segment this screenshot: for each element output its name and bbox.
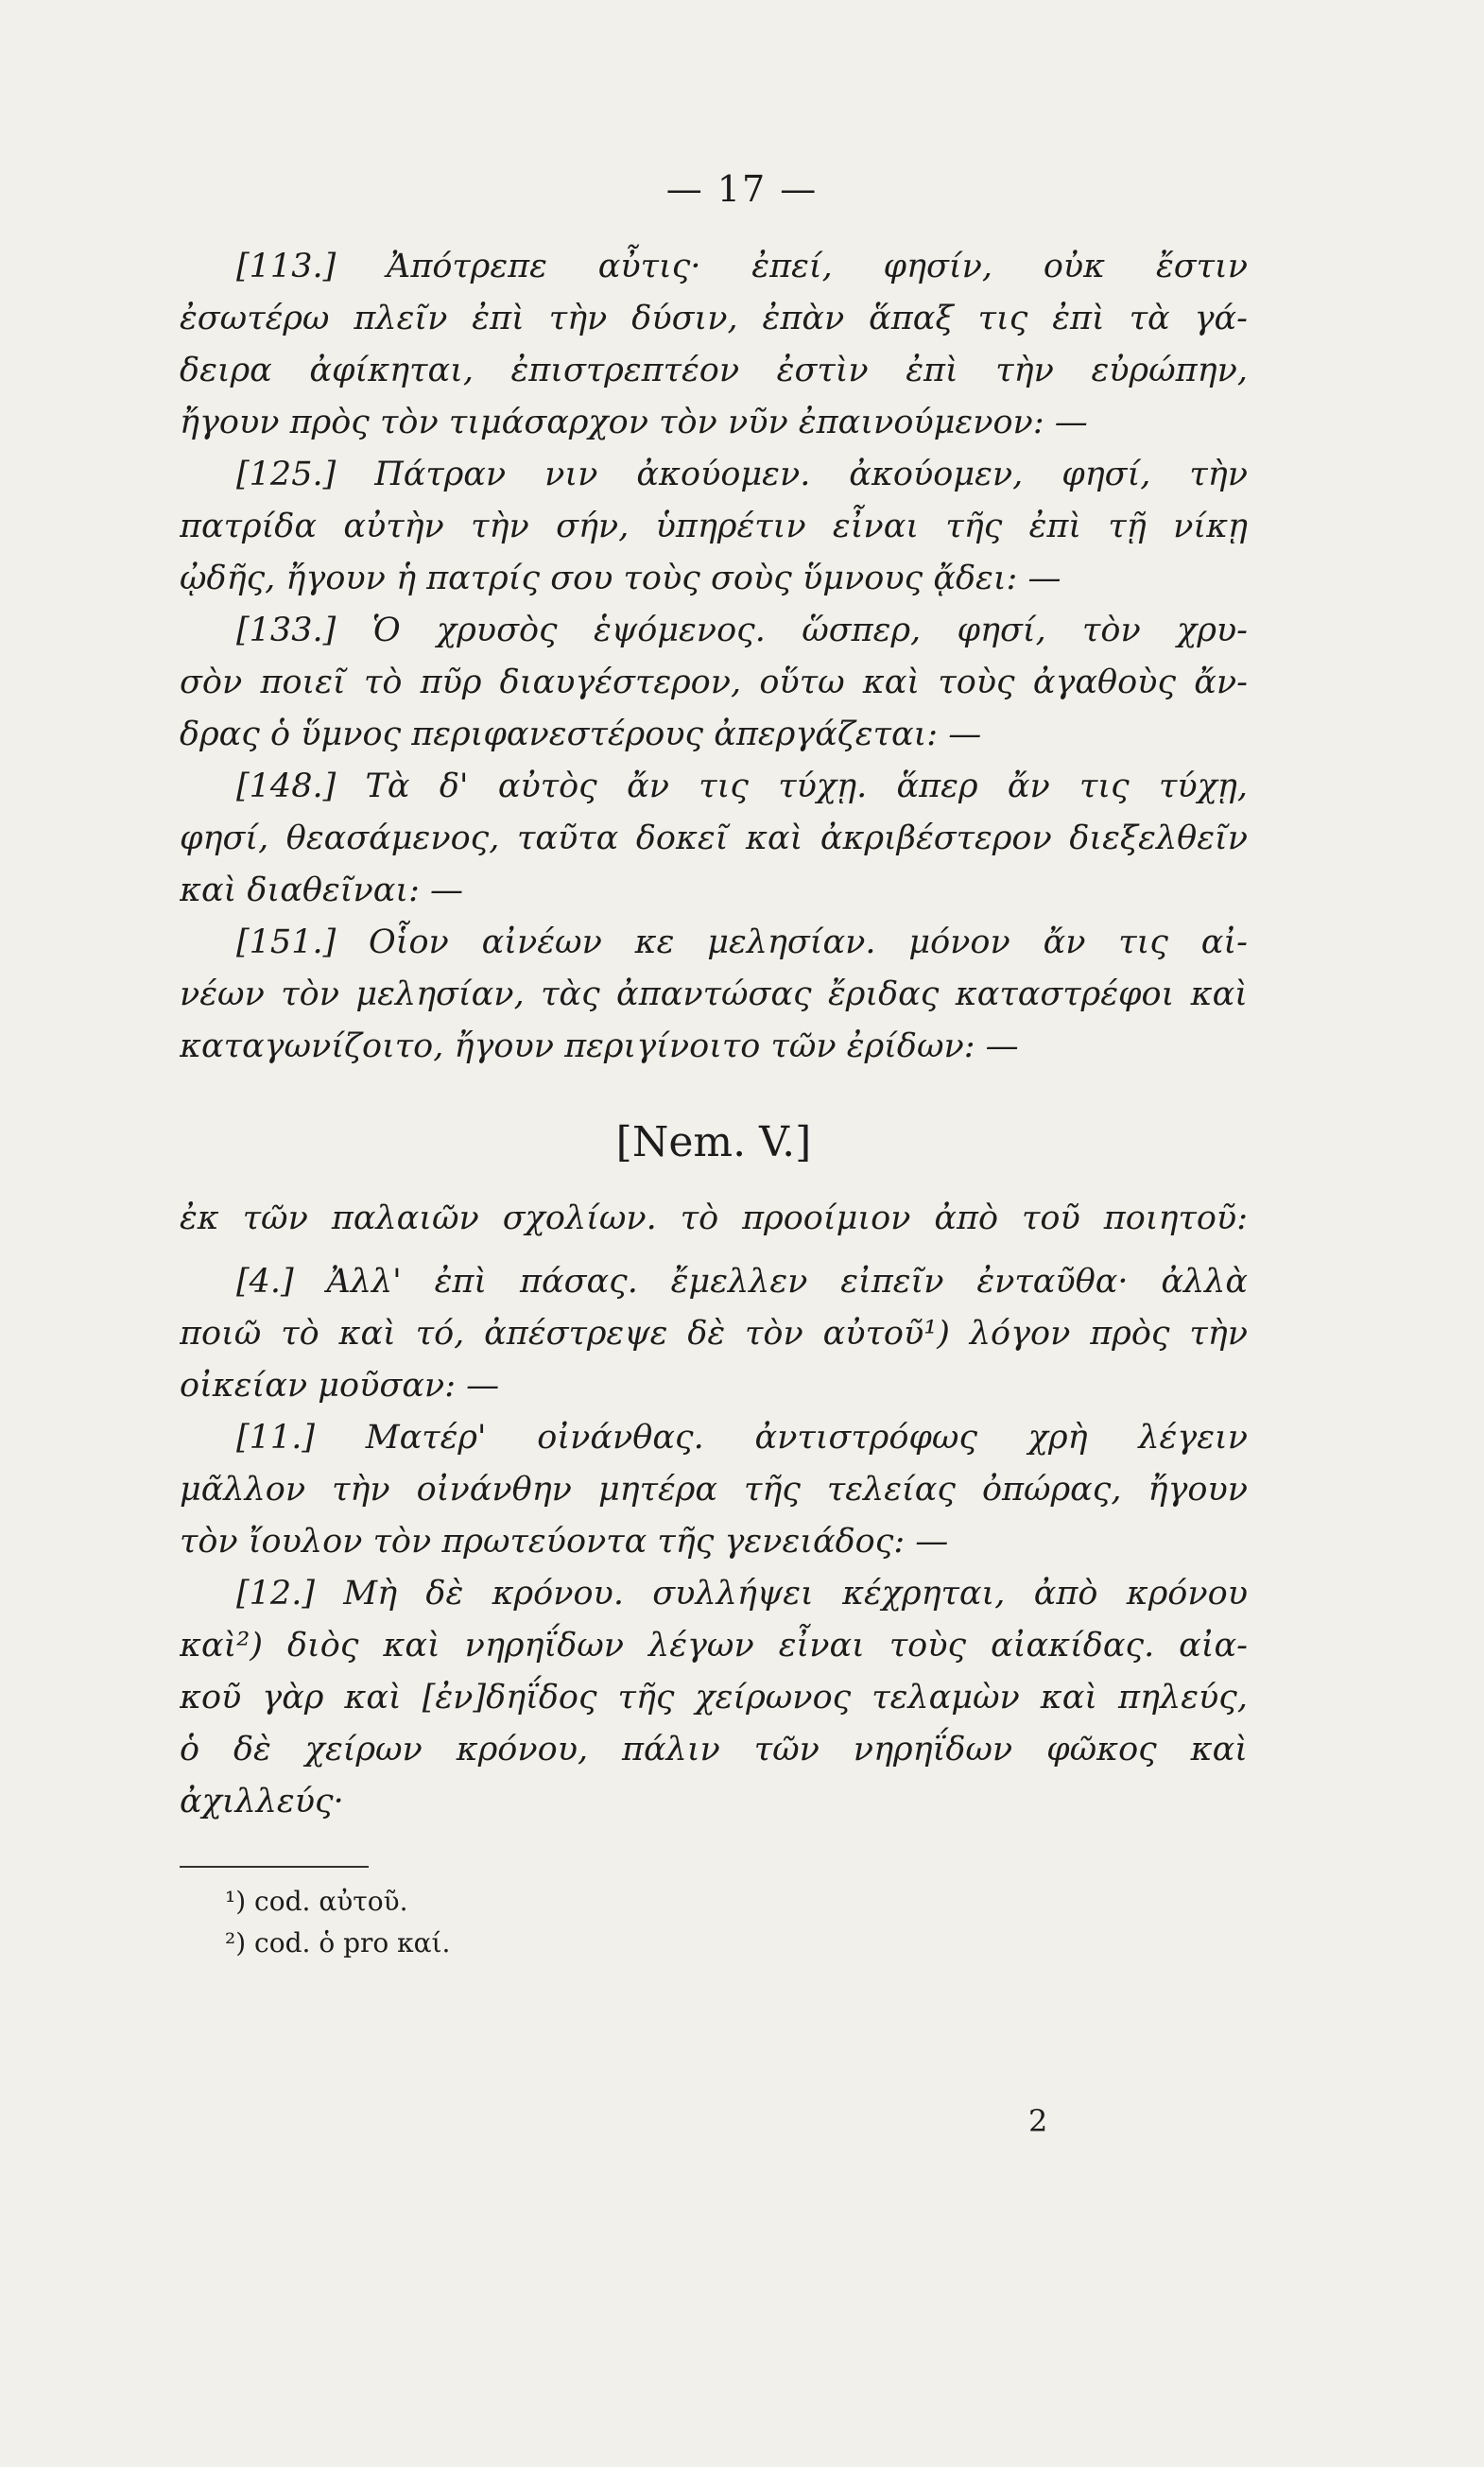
text-line: ἐσωτέρω πλεῖν ἐπὶ τὴν δύσιν, ἐπὰν ἅπαξ τις ἐπὶ τὰ γά- — [180, 300, 1248, 337]
paragraph — [180, 1412, 1248, 1568]
text-line: τὸν ἴουλον τὸν πρωτεύοντα τῆς γενειάδος: — — [180, 1523, 949, 1561]
text-line: νέων τὸν μελησίαν, τὰς ἀπαντώσας ἔριδας καταστρέφοι καὶ — [180, 975, 1248, 1013]
section-heading: [Nem. V.] — [615, 1118, 812, 1166]
page-number: — 17 — — [665, 168, 819, 210]
text-line: οἰκείαν μοῦσαν: — — [180, 1367, 500, 1405]
paragraph — [180, 917, 1248, 1073]
paragraph — [180, 449, 1248, 605]
footnotes — [180, 1881, 1248, 1964]
text-line: ἀχιλλεύς· — [180, 1783, 344, 1820]
text-line: ποιῶ τὸ καὶ τό, ἀπέστρεψε δὲ τὸν αὐτοῦ¹) λόγον πρὸς τὴν — [180, 1315, 1248, 1353]
text-line: φησί, θεασάμενος, ταῦτα δοκεῖ καὶ ἀκριβέστερον διεξελθεῖν — [180, 819, 1248, 857]
text-line: καταγωνίζοιτο, ἤγουν περιγίνοιτο τῶν ἐρίδων: — — [180, 1027, 1019, 1065]
text-line: καὶ διαθεῖναι: — — [180, 871, 463, 909]
text-line: πατρίδα αὐτὴν τὴν σήν, ὑπηρέτιν εἶναι τῆς ἐπὶ τῇ νίκῃ — [180, 508, 1248, 545]
text-line: ᾠδῆς, ἤγουν ἡ πατρίς σου τοὺς σοὺς ὕμνους ᾄδει: — — [180, 560, 1061, 597]
footnote: ²) cod. ὁ pro καί. — [225, 1927, 451, 1958]
text-line: [125.] Πάτραν νιν ἀκούομεν. ἀκούομεν, φησί, τὴν — [236, 456, 1248, 493]
text-line: ἤγουν πρὸς τὸν τιμάσαρχον τὸν νῦν ἐπαινούμενον: — — [180, 404, 1088, 441]
paragraph — [180, 1256, 1248, 1412]
text-line: κοῦ γὰρ καὶ [ἐν]δηΐδος τῆς χείρωνος τελαμὼν καὶ πηλεύς, — [180, 1679, 1248, 1717]
text-line: μᾶλλον τὴν οἰνάνθην μητέρα τῆς τελείας ὀπώρας, ἤγουν — [180, 1471, 1248, 1509]
scholia-section-after — [180, 1256, 1248, 1828]
text-line: ὁ δὲ χείρων κρόνου, πάλιν τῶν νηρηΐδων φῶκος καὶ — [180, 1731, 1248, 1768]
text-line: [148.] Τὰ δ' αὐτὸς ἄν τις τύχῃ. ἅπερ ἄν τις τύχῃ, — [236, 768, 1248, 805]
text-line: σὸν ποιεῖ τὸ πῦρ διαυγέστερον, οὕτω καὶ τοὺς ἀγαθοὺς ἄν- — [180, 664, 1248, 701]
section-intro: ἐκ τῶν παλαιῶν σχολίων. τὸ προοίμιον ἀπὸ τοῦ ποιητοῦ: — [180, 1199, 1248, 1237]
footnote-rule — [180, 1866, 369, 1868]
text-line: δειρα ἀφίκηται, ἐπιστρεπτέον ἐστὶν ἐπὶ τὴν εὐρώπην, — [180, 352, 1248, 389]
text-line: [12.] Μὴ δὲ κρόνου. συλλήψει κέχρηται, ἀπὸ κρόνου — [236, 1575, 1248, 1613]
text-body — [180, 241, 1248, 1964]
text-line: καὶ²) διὸς καὶ νηρηΐδων λέγων εἶναι τοὺς αἰακίδας. αἰα- — [180, 1627, 1248, 1665]
paragraph — [180, 1568, 1248, 1828]
text-line: [113.] Ἀπότρεπε αὖτις· ἐπεί, φησίν, οὐκ ἔστιν — [236, 248, 1248, 285]
paragraph — [180, 241, 1248, 449]
footnote: ¹) cod. αὐτοῦ. — [225, 1886, 408, 1917]
text-line: δρας ὁ ὕμνος περιφανεστέρους ἀπεργάζεται: — — [180, 716, 982, 753]
scholia-section-before — [180, 241, 1248, 1073]
text-line: [4.] Ἀλλ' ἐπὶ πάσας. ἔμελλεν εἰπεῖν ἐνταῦθα· ἀλλὰ — [236, 1263, 1248, 1301]
text-line: [151.] Οἷον αἰνέων κε μελησίαν. μόνον ἄν τις αἰ- — [236, 923, 1248, 961]
text-line: [11.] Ματέρ' οἰνάνθας. ἀντιστρόφως χρὴ λέγειν — [236, 1419, 1248, 1457]
paragraph — [180, 761, 1248, 917]
paragraph — [180, 605, 1248, 761]
text-line: [133.] Ὁ χρυσὸς ἑψόμενος. ὥσπερ, φησί, τὸν χρυ- — [236, 612, 1248, 649]
signature-mark: 2 — [1028, 2103, 1048, 2139]
